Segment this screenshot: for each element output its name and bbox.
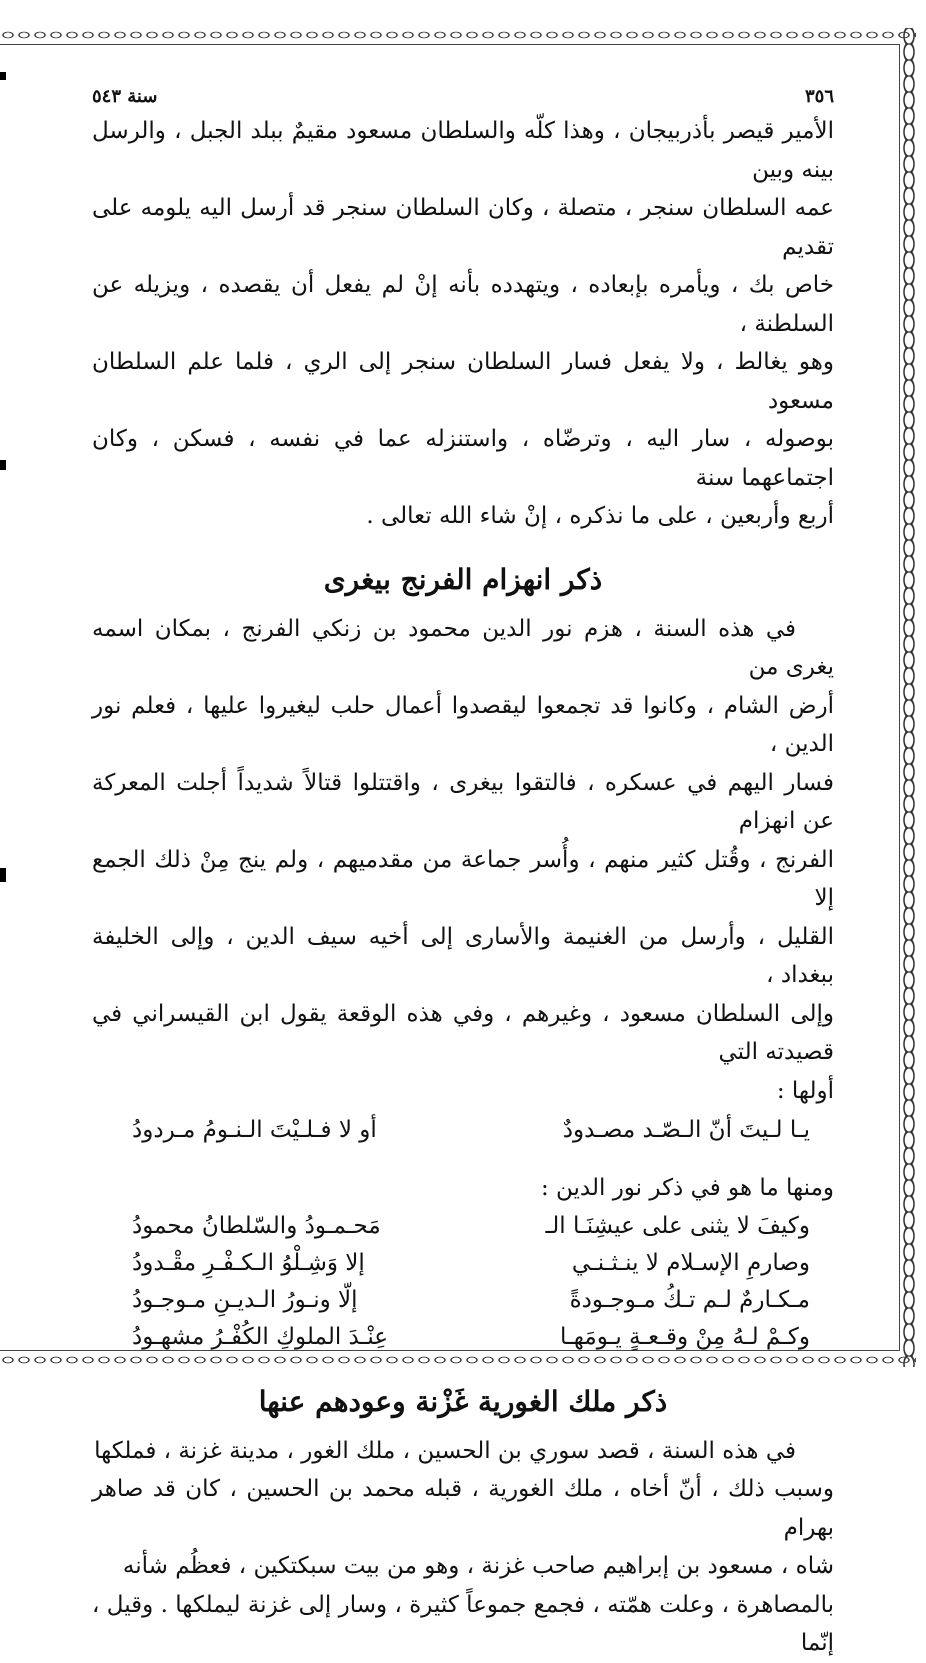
decorative-border-right bbox=[902, 28, 916, 1367]
text-line: القليل ، وأرسل من الغنيمة والأسارى إلى أخيه سيف الدين ، وإلى الخليفة ببغداد ، bbox=[92, 923, 834, 988]
border-rule-top bbox=[0, 44, 900, 45]
text-line: فسار اليهم في عسكره ، فالتقوا بيغرى ، واقتتلوا قتالاً شديداً أجلت المعركة عن انهزام bbox=[92, 769, 834, 834]
text-line: الأمير قيصر بأذربيجان ، وهذا كلّه والسلطان مسعود مقيمٌ ببلد الجبل ، والرسل بينه وبين bbox=[92, 118, 834, 183]
verse-line bbox=[92, 1245, 834, 1282]
verse-hemistich-left: مَحـمـودُ والسّلطانُ محمودُ bbox=[132, 1212, 381, 1239]
text-line: في هذه السنة ، قصد سوري بن الحسين ، ملك الغور ، مدينة غزنة ، فملكها bbox=[94, 1437, 796, 1464]
text-line: أولها : bbox=[776, 1077, 834, 1104]
text-line: الفرنج ، وقُتل كثير منهم ، وأُسر جماعة من مقدميهم ، ولم ينج مِنْ ذلك الجمع إلا bbox=[92, 846, 834, 911]
text-line: بوصوله ، سار اليه ، وترضّاه ، واستنزله عما في نفسه ، فسكن ، وكان اجتماعهما سنة bbox=[92, 426, 834, 491]
border-rule-right bbox=[899, 44, 900, 1350]
verse-intro: ومنها ما هو في ذكر نور الدين : bbox=[540, 1175, 834, 1201]
decorative-border-top bbox=[0, 28, 916, 42]
text-line: شاه ، مسعود بن إبراهيم صاحب غزنة ، وهو من بيت سبكتكين ، فعظُم شأنه bbox=[122, 1553, 834, 1579]
page-number: ٣٥٦ bbox=[804, 86, 834, 107]
text-line: وإلى السلطان مسعود ، وغيرهم ، وفي هذه الوقعة يقول ابن القيسراني في قصيدته التي bbox=[92, 1000, 834, 1065]
text-line: في هذه السنة ، هزم نور الدين محمود بن زنكي الفرنج ، بمكان اسمه يغرى من bbox=[92, 615, 834, 680]
verse-hemistich-right: وكـمْ لـهُ مِنْ وقـعـةٍ يـومَهـا bbox=[560, 1323, 810, 1350]
year-label: سنة ٥٤٣ bbox=[92, 86, 158, 107]
edge-mark bbox=[0, 72, 6, 80]
verse-hemistich-left: أو لا فـلـيْتَ الـنـومُ مـردودُ bbox=[132, 1117, 377, 1143]
verse-hemistich-right: وصارمِ الإسـلام لا ينـثـنـي bbox=[571, 1249, 810, 1276]
text-line: بالمصاهرة ، وعلت همّته ، فجمع جموعاً كثيرة ، وسار إلى غزنة ليملكها . وقيل ، إنّما bbox=[92, 1591, 834, 1656]
text-line: خاص بك ، ويأمره بإبعاده ، ويتهدده بأنه إنْ لم يفعل أن يقصده ، ويزيله عن السلطنة ، bbox=[92, 272, 834, 337]
verse-line bbox=[92, 1282, 834, 1319]
verse-line bbox=[92, 1208, 834, 1245]
running-header bbox=[92, 86, 834, 112]
intro-paragraph bbox=[92, 112, 834, 536]
text-line: عمه السلطان سنجر ، متصلة ، وكان السلطان سنجر قد أرسل اليه يلومه على تقديم bbox=[92, 195, 834, 260]
edge-mark bbox=[0, 868, 6, 882]
text-line: وسبب ذلك ، أنّ أخاه ، ملك الغورية ، قبله محمد بن الحسين ، كان قد صاهر بهرام bbox=[92, 1476, 834, 1541]
section-heading: ذكر ملك الغورية غَزْنة وعودهم عنها bbox=[258, 1384, 668, 1418]
section-heading: ذكر انهزام الفرنج بيغرى bbox=[323, 562, 603, 596]
text-line: أربع وأربعين ، على ما نذكره ، إنْ شاء الله تعالى . bbox=[366, 503, 834, 529]
verse-hemistich-left: إلا وَشِـلْوُ الـكـفْـرِ مقْـدودُ bbox=[132, 1249, 365, 1276]
section2-paragraph bbox=[92, 1432, 834, 1663]
verse-line bbox=[92, 1319, 834, 1356]
text-line: أرض الشام ، وكانوا قد تجمعوا ليقصدوا أعمال حلب ليغيروا عليها ، فعلم نور الدين ، bbox=[92, 692, 834, 757]
verse-line bbox=[92, 1112, 834, 1149]
book-page bbox=[92, 86, 834, 1663]
verse-hemistich-left: عِنْـدَ الملوكِ الكُفْـرُ مشهـودُ bbox=[132, 1323, 389, 1350]
verse-hemistich-left: إلّا ونـورُ الـديـنِ مـوجـودُ bbox=[132, 1286, 358, 1313]
section1-paragraph bbox=[92, 610, 834, 1111]
edge-mark bbox=[0, 460, 6, 470]
verse-hemistich-right: مـكـارمٌ لـم تـكُ مـوجـودةً bbox=[569, 1286, 810, 1313]
verse-hemistich-right: يـا لـيتَ أنّ الـصّـد مصـدودٌ bbox=[562, 1117, 810, 1143]
text-line: وهو يغالط ، ولا يفعل فسار السلطان سنجر إلى الري ، فلما علم السلطان مسعود bbox=[92, 349, 834, 414]
verse-hemistich-right: وكيفَ لا يثنى على عيشِنَـا الـ bbox=[545, 1212, 810, 1239]
